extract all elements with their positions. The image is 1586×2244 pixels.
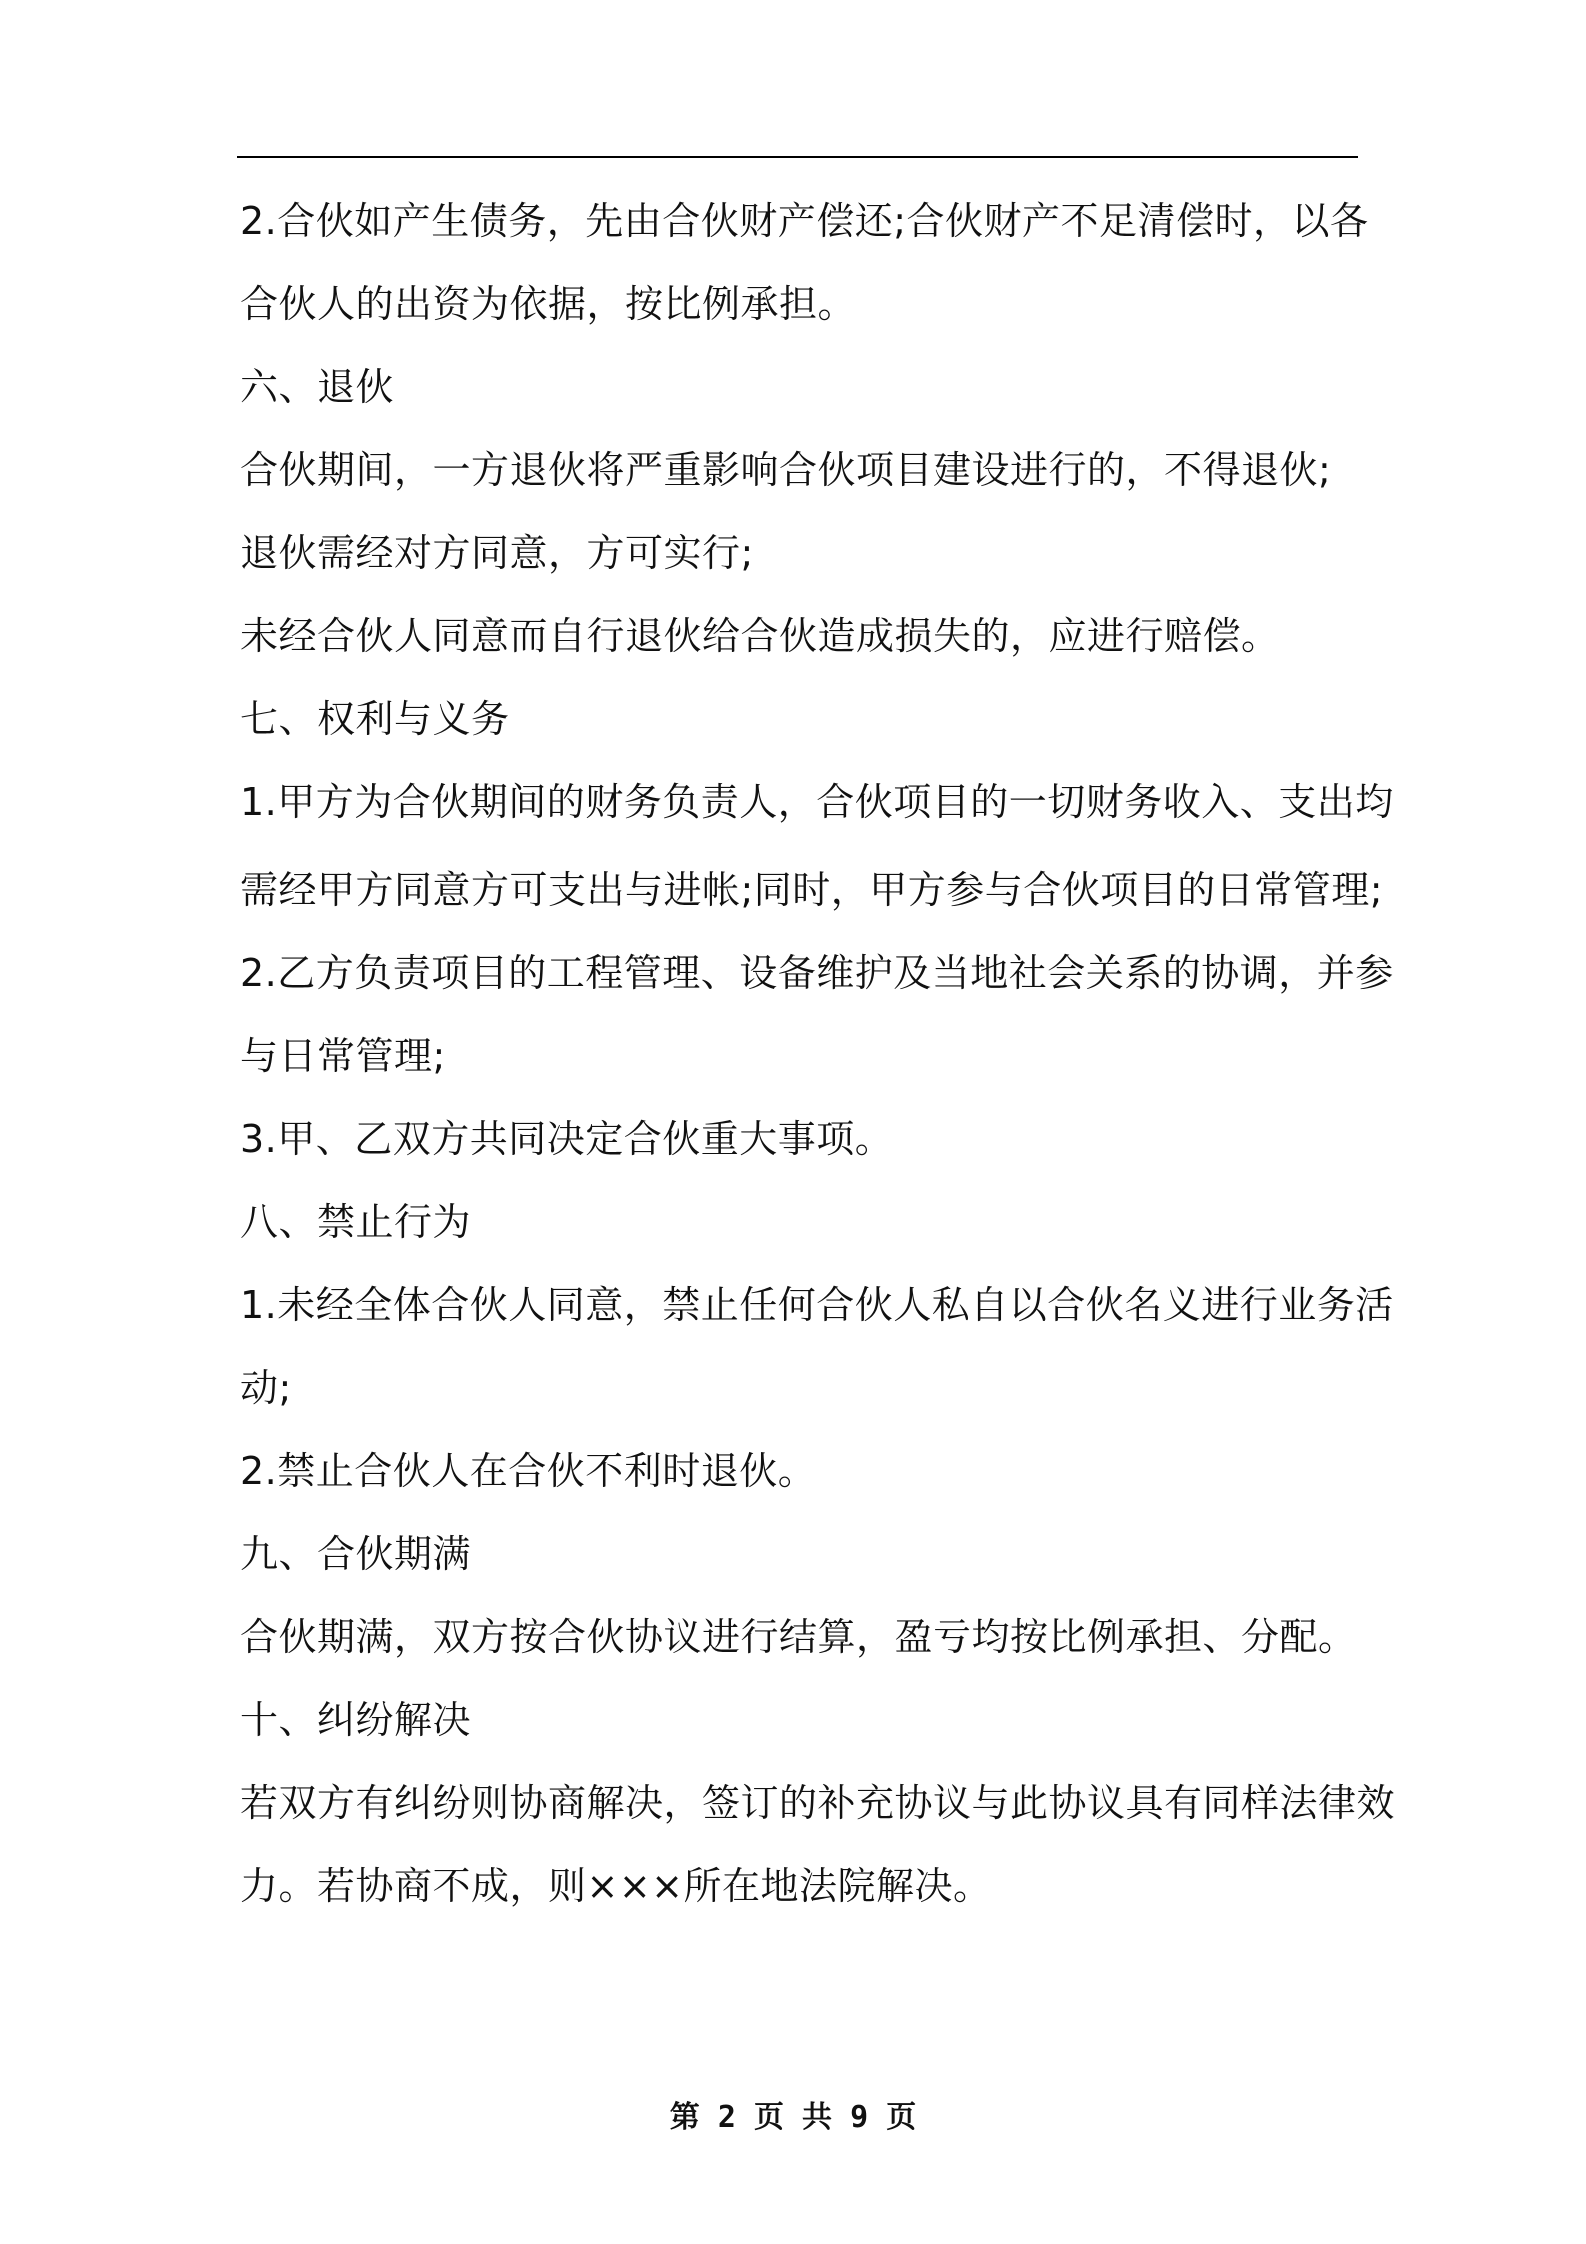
- text-line: 合伙期间，一方退伙将严重影响合伙项目建设进行的，不得退伙;: [240, 448, 1332, 492]
- text-line: 2.合伙如产生债务，先由合伙财产偿还;合伙财产不足清偿时，以各: [240, 199, 1369, 243]
- section-heading: 九、合伙期满: [240, 1532, 472, 1576]
- text-line: 需经甲方同意方可支出与进帐;同时，甲方参与合伙项目的日常管理;: [240, 868, 1384, 912]
- section-heading: 六、退伙: [240, 365, 395, 409]
- text-line: 3.甲、乙双方共同决定合伙重大事项。: [240, 1117, 894, 1161]
- text-line: 力。若协商不成，则×××所在地法院解决。: [240, 1864, 992, 1908]
- text-line: 与日常管理;: [240, 1034, 446, 1078]
- text-line: 1.甲方为合伙期间的财务负责人，合伙项目的一切财务收入、支出均: [240, 780, 1394, 824]
- section-heading: 七、权利与义务: [240, 697, 510, 741]
- text-line: 2.禁止合伙人在合伙不利时退伙。: [240, 1449, 817, 1493]
- text-line: 若双方有纠纷则协商解决，签订的补充协议与此协议具有同样法律效: [240, 1781, 1396, 1825]
- page-number: 第 2 页 共 9 页: [669, 2100, 917, 2135]
- text-line: 退伙需经对方同意，方可实行;: [240, 531, 754, 575]
- text-line: 未经合伙人同意而自行退伙给合伙造成损失的，应进行赔偿。: [240, 614, 1280, 658]
- section-heading: 八、禁止行为: [240, 1200, 472, 1244]
- text-line: 合伙人的出资为依据，按比例承担。: [240, 282, 857, 326]
- header-rule: [237, 156, 1358, 158]
- text-line: 动;: [240, 1366, 292, 1410]
- text-line: 合伙期满，双方按合伙协议进行结算，盈亏均按比例承担、分配。: [240, 1615, 1357, 1659]
- text-line: 1.未经全体合伙人同意，禁止任何合伙人私自以合伙名义进行业务活: [240, 1283, 1394, 1327]
- section-heading: 十、纠纷解决: [240, 1698, 472, 1742]
- text-line: 2.乙方负责项目的工程管理、设备维护及当地社会关系的协调，并参: [240, 951, 1394, 995]
